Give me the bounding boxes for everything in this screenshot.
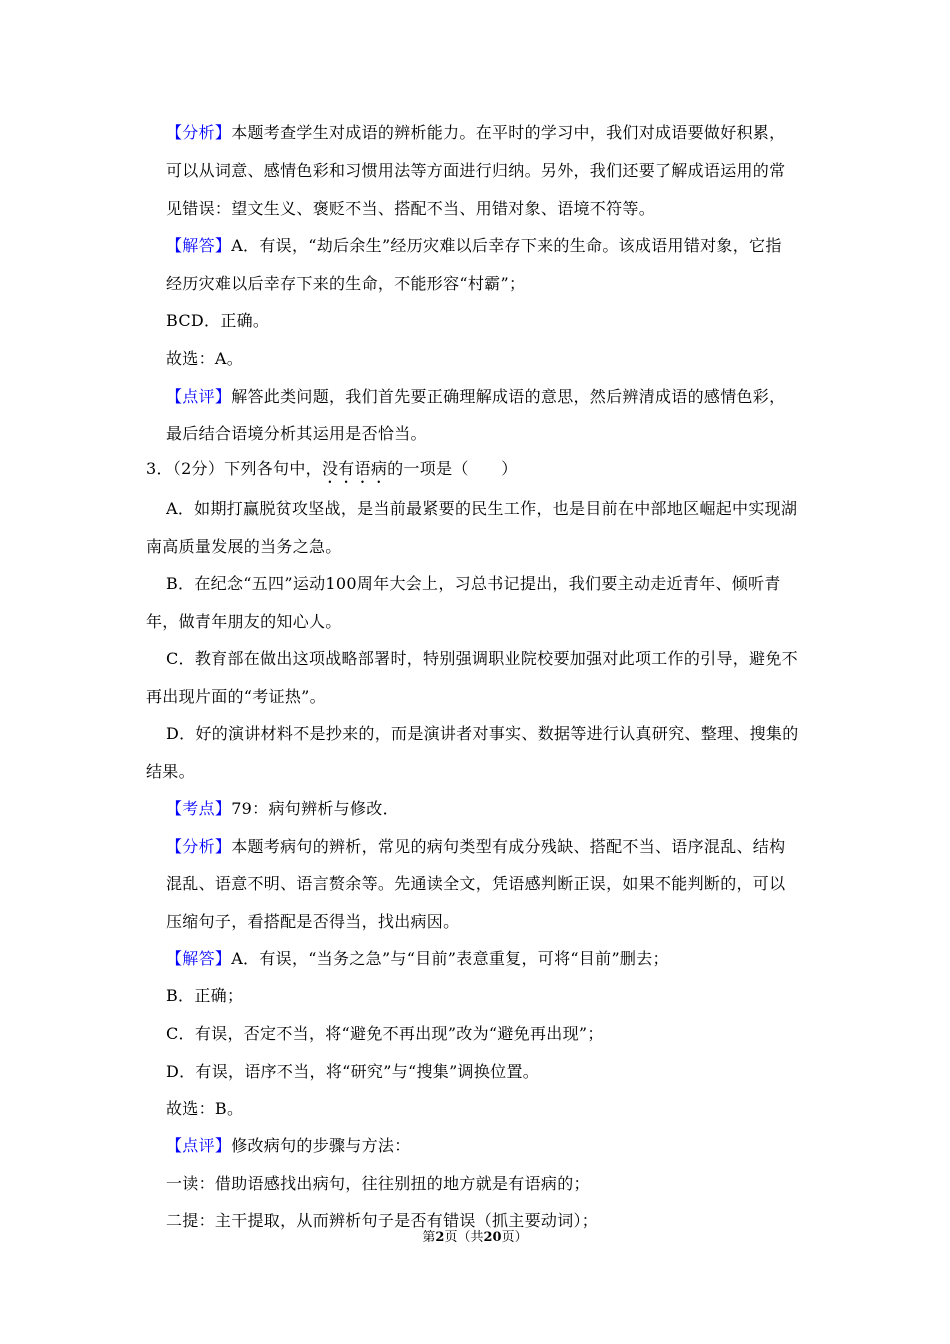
text-line: 二提：主干提取，从而辨析句子是否有错误（抓主要动词）； xyxy=(166,1211,599,1230)
text-line: 最后结合语境分析其运用是否恰当。 xyxy=(166,424,427,443)
text-line: BCD．正确。 xyxy=(166,311,270,330)
comment-1: 【点评】解答此类问题，我们首先要正确理解成语的意思，然后辨清成语的感情色彩， xyxy=(166,387,786,406)
comment-2: 【点评】修改病句的步骤与方法： xyxy=(166,1136,411,1155)
text-line: 年，做青年朋友的知心人。 xyxy=(146,612,342,631)
text-line: 经历灾难以后幸存下来的生命，不能形容“村霸”； xyxy=(166,274,526,293)
tag-answer: 【解答】 xyxy=(166,236,232,255)
page-number: 2 xyxy=(435,1230,445,1245)
option-d: D．好的演讲材料不是抄来的，而是演讲者对事实、数据等进行认真研究、整理、搜集的 xyxy=(166,724,799,743)
analysis-1: 【分析】本题考查学生对成语的辨析能力。在平时的学习中，我们对成语要做好积累， xyxy=(166,123,786,142)
text-line: 故选：B。 xyxy=(166,1099,244,1118)
text-line: 结果。 xyxy=(146,762,195,781)
text-line: 一读：借助语感找出病句，往往别扭的地方就是有语病的； xyxy=(166,1174,590,1193)
tag-analysis: 【分析】 xyxy=(166,837,232,856)
text-line: 压缩句子，看搭配是否得当，找出病因。 xyxy=(166,912,460,931)
text-line: D．有误，语序不当，将“研究”与“搜集”调换位置。 xyxy=(166,1062,540,1081)
tag-keypoint: 【考点】 xyxy=(166,799,232,818)
tag-comment: 【点评】 xyxy=(166,1136,232,1155)
text-line: 混乱、语意不明、语言赘余等。先通读全文，凭语感判断正误，如果不能判断的，可以 xyxy=(166,874,786,893)
tag-comment: 【点评】 xyxy=(166,387,232,406)
tag-answer: 【解答】 xyxy=(166,949,232,968)
text-line: 可以从词意、感情色彩和习惯用法等方面进行归纳。另外，我们还要了解成语运用的常 xyxy=(166,161,786,180)
option-a: A．如期打赢脱贫攻坚战，是当前最紧要的民生工作，也是目前在中部地区崛起中实现湖 xyxy=(166,499,798,518)
emphasis-text: 没有语病 xyxy=(321,459,388,478)
text-line: 南高质量发展的当务之急。 xyxy=(146,537,342,556)
text-line: 再出现片面的“考证热”。 xyxy=(146,687,326,706)
text-line: C．有误，否定不当，将“避免不再出现”改为“避免再出现”； xyxy=(166,1024,604,1043)
answer-1: 【解答】A．有误，“劫后余生”经历灾难以后幸存下来的生命。该成语用错对象，它指 xyxy=(166,236,782,255)
option-b: B．在纪念“五四”运动100周年大会上，习总书记提出，我们要主动走近青年、倾听青 xyxy=(166,574,781,593)
answer-2: 【解答】A．有误，“当务之急”与“目前”表意重复，可将“目前”删去； xyxy=(166,949,669,968)
question-3: 3．（2分）下列各句中，没有语病的一项是（ ） xyxy=(146,459,518,478)
keypoint: 【考点】79：病句辨析与修改． xyxy=(166,799,399,818)
total-pages: 20 xyxy=(483,1230,502,1245)
text-line: B．正确； xyxy=(166,986,244,1005)
tag-analysis: 【分析】 xyxy=(166,123,232,142)
text-line: 见错误：望文生义、褒贬不当、搭配不当、用错对象、语境不符等。 xyxy=(166,199,656,218)
option-c: C．教育部在做出这项战略部署时，特别强调职业院校要加强对此项工作的引导，避免不 xyxy=(166,649,798,668)
page-footer: 第2页（共20页） xyxy=(422,1230,528,1245)
text-line: 故选：A。 xyxy=(166,349,244,368)
analysis-2: 【分析】本题考病句的辨析，常见的病句类型有成分残缺、搭配不当、语序混乱、结构 xyxy=(166,837,786,856)
